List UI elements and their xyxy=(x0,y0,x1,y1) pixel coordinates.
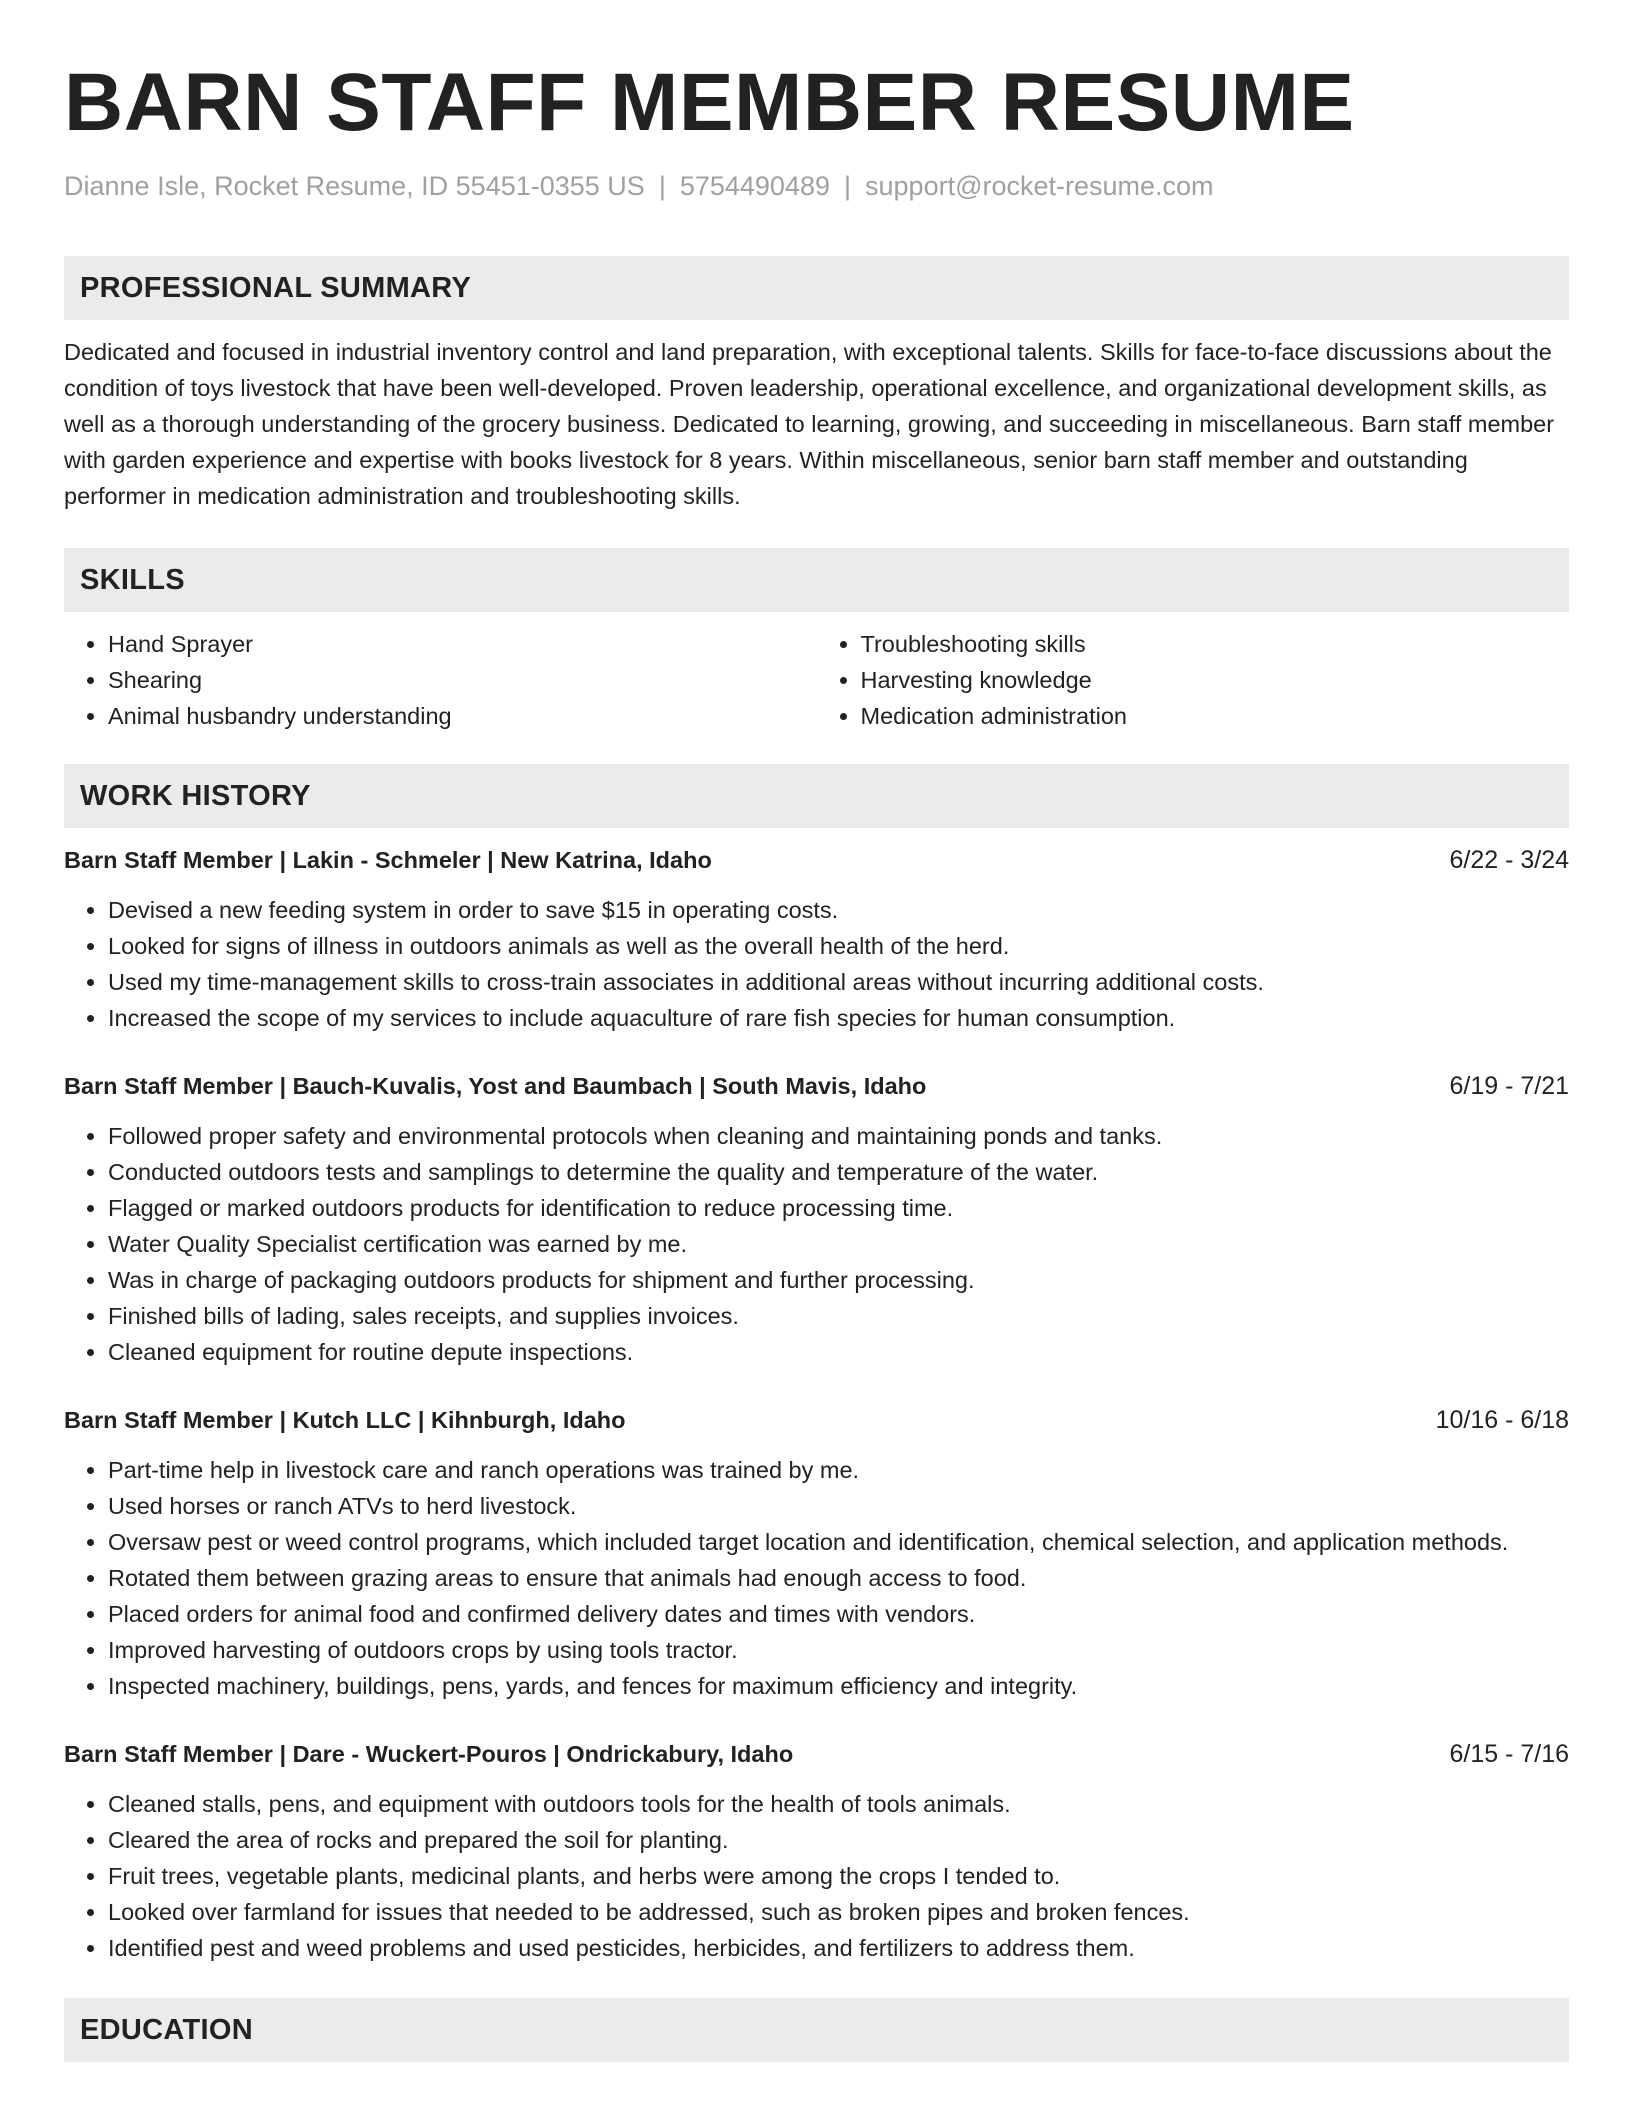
section-header-work-history: WORK HISTORY xyxy=(64,764,1569,828)
skill-item: • Animal husbandry understanding xyxy=(108,698,817,734)
job-bullet: • Devised a new feeding system in order to save $15 in operating costs. xyxy=(108,892,1569,928)
job-bullets xyxy=(64,1118,1569,1370)
job-heading xyxy=(64,842,1569,878)
job-entry xyxy=(64,1402,1569,1704)
section-header-education: EDUCATION xyxy=(64,1998,1569,2062)
section-header-summary: PROFESSIONAL SUMMARY xyxy=(64,256,1569,320)
job-entry xyxy=(64,1736,1569,1966)
job-bullet: • Part-time help in livestock care and ranch operations was trained by me. xyxy=(108,1452,1569,1488)
job-bullets xyxy=(64,1452,1569,1704)
job-bullets xyxy=(64,892,1569,1036)
summary-text: Dedicated and focused in industrial inventory control and land preparation, with exceptional talents. Skills for face-to-face discussions about the condition of toys livestock that have been well-developed. Proven leadership, operational excellence, and organizational development skills, as well as a thorough understanding of the grocery business. Dedicated to learning, growing, and succeeding in miscellaneous. Barn staff member with garden experience and expertise with books livestock for 8 years. Within miscellaneous, senior barn staff member and outstanding performer in medication administration and troubleshooting skills. xyxy=(64,339,1555,509)
skill-item: • Harvesting knowledge xyxy=(861,662,1570,698)
job-bullet: • Looked over farmland for issues that needed to be addressed, such as broken pipes and broken fences. xyxy=(108,1894,1569,1930)
job-bullet: • Improved harvesting of outdoors crops by using tools tractor. xyxy=(108,1632,1569,1668)
contact-address: Dianne Isle, Rocket Resume, ID 55451-0355 US xyxy=(64,171,645,201)
job-bullet: • Followed proper safety and environmental protocols when cleaning and maintaining ponds and tanks. xyxy=(108,1118,1569,1154)
job-title: Barn Staff Member | Bauch-Kuvalis, Yost and Baumbach | South Mavis, Idaho xyxy=(64,1073,927,1099)
skill-item: • Medication administration xyxy=(861,698,1570,734)
job-bullet: • Inspected machinery, buildings, pens, yards, and fences for maximum efficiency and integrity. xyxy=(108,1668,1569,1704)
job-title: Barn Staff Member | Kutch LLC | Kihnburgh, Idaho xyxy=(64,1407,626,1433)
job-bullets xyxy=(64,1786,1569,1966)
skill-item: • Shearing xyxy=(108,662,817,698)
skills-column-right xyxy=(817,626,1570,734)
job-bullet: • Identified pest and weed problems and used pesticides, herbicides, and fertilizers to address them. xyxy=(108,1930,1569,1966)
skill-item: • Troubleshooting skills xyxy=(861,626,1570,662)
job-bullet: • Cleaned equipment for routine depute inspections. xyxy=(108,1334,1569,1370)
job-bullet: • Was in charge of packaging outdoors products for shipment and further processing. xyxy=(108,1262,1569,1298)
resume-page xyxy=(64,52,1569,2062)
skills-column-left xyxy=(64,626,817,734)
job-dates: 6/19 - 7/21 xyxy=(1449,1072,1569,1100)
job-bullet: • Rotated them between grazing areas to ensure that animals had enough access to food. xyxy=(108,1560,1569,1596)
job-bullet: • Finished bills of lading, sales receipts, and supplies invoices. xyxy=(108,1298,1569,1334)
section-header-skills: SKILLS xyxy=(64,548,1569,612)
job-bullet: • Cleared the area of rocks and prepared the soil for planting. xyxy=(108,1822,1569,1858)
job-title: Barn Staff Member | Lakin - Schmeler | New Katrina, Idaho xyxy=(64,847,712,873)
contact-email: support@rocket-resume.com xyxy=(865,171,1214,201)
job-bullet: • Oversaw pest or weed control programs, which included target location and identification, chemical selection, and application methods. xyxy=(108,1524,1569,1560)
job-bullet: • Increased the scope of my services to include aquaculture of rare fish species for human consumption. xyxy=(108,1000,1569,1036)
job-bullet: • Cleaned stalls, pens, and equipment with outdoors tools for the health of tools animals. xyxy=(108,1786,1569,1822)
job-heading xyxy=(64,1402,1569,1438)
contact-phone: 5754490489 xyxy=(679,171,830,201)
job-bullet: • Used my time-management skills to cross-train associates in additional areas without incurring additional costs. xyxy=(108,964,1569,1000)
skills-list xyxy=(64,626,1569,734)
job-heading xyxy=(64,1068,1569,1104)
job-bullet: • Looked for signs of illness in outdoors animals as well as the overall health of the herd. xyxy=(108,928,1569,964)
job-bullet: • Conducted outdoors tests and samplings to determine the quality and temperature of the water. xyxy=(108,1154,1569,1190)
job-title: Barn Staff Member | Dare - Wuckert-Pouros | Ondrickabury, Idaho xyxy=(64,1741,794,1767)
job-dates: 6/22 - 3/24 xyxy=(1449,846,1569,874)
job-bullet: • Fruit trees, vegetable plants, medicinal plants, and herbs were among the crops I tended to. xyxy=(108,1858,1569,1894)
contact-line xyxy=(64,168,1569,204)
job-bullet: • Flagged or marked outdoors products for identification to reduce processing time. xyxy=(108,1190,1569,1226)
job-bullet: • Used horses or ranch ATVs to herd livestock. xyxy=(108,1488,1569,1524)
resume-title: BARN STAFF MEMBER RESUME xyxy=(64,57,1355,148)
job-bullet: • Placed orders for animal food and confirmed delivery dates and times with vendors. xyxy=(108,1596,1569,1632)
job-dates: 10/16 - 6/18 xyxy=(1435,1406,1569,1434)
skill-item: • Hand Sprayer xyxy=(108,626,817,662)
job-dates: 6/15 - 7/16 xyxy=(1449,1740,1569,1768)
contact-separator: | xyxy=(844,171,852,201)
contact-separator: | xyxy=(658,171,666,201)
job-bullet: • Water Quality Specialist certification was earned by me. xyxy=(108,1226,1569,1262)
job-entry xyxy=(64,1068,1569,1370)
job-heading xyxy=(64,1736,1569,1772)
job-entry xyxy=(64,842,1569,1036)
